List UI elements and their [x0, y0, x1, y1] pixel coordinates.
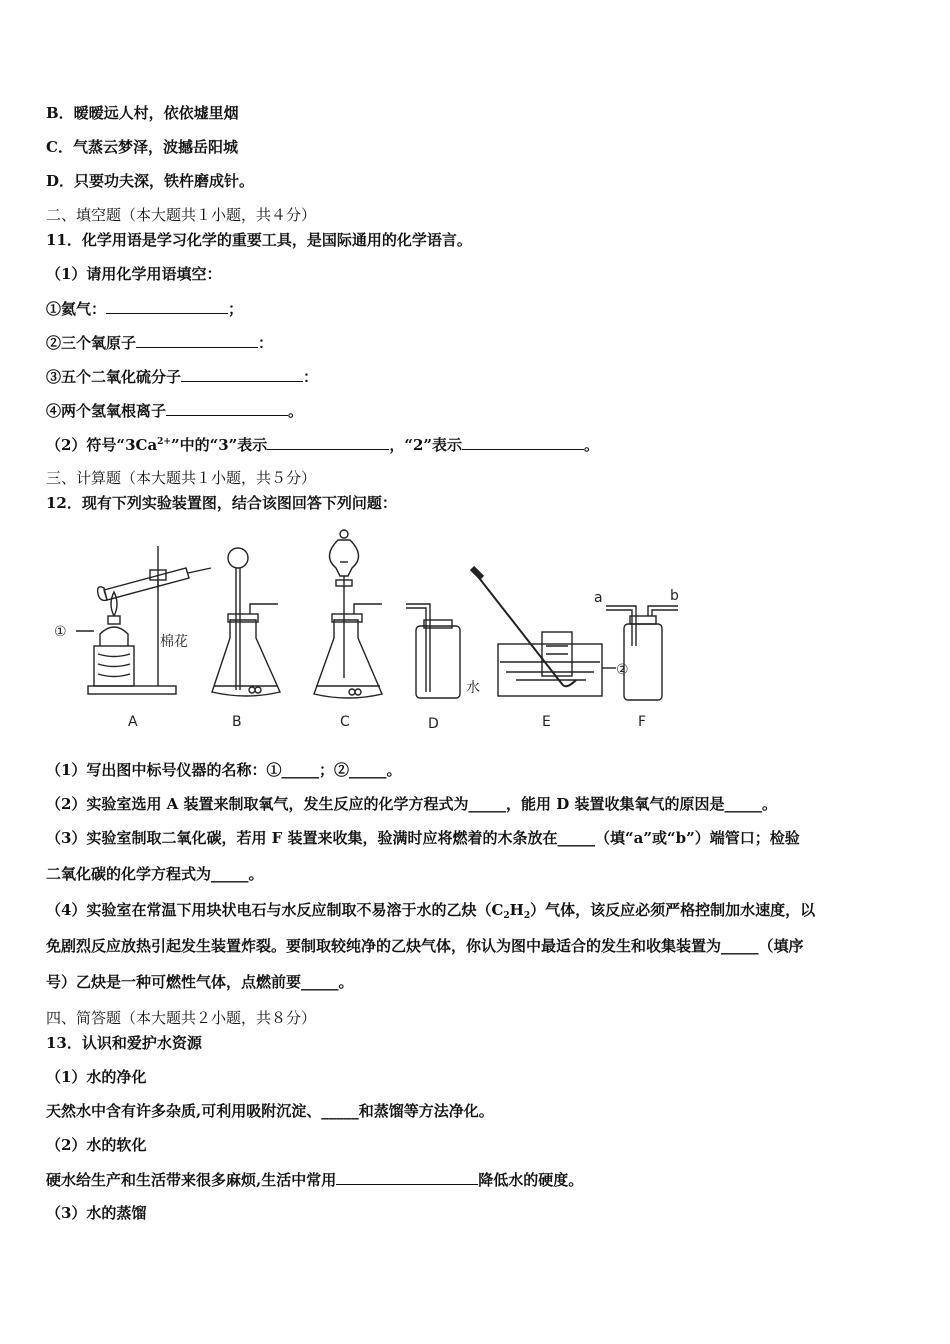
marker-1: ① — [54, 624, 67, 640]
q12-p3b: 二氧化碳的化学方程式为_____。 — [46, 865, 264, 883]
q11-item1-end: ； — [228, 300, 244, 318]
option-d: D．只要功夫深，铁杵磨成针。 — [46, 172, 255, 190]
q13-stem: 13．认识和爱护水资源 — [46, 1034, 202, 1052]
answer-blank[interactable] — [136, 332, 258, 348]
q12-stem: 12．现有下列实验装置图，结合该图回答下列问题： — [46, 494, 397, 512]
cotton-label: 棉花 — [160, 634, 188, 650]
q11-item2 — [46, 332, 273, 353]
q12-p4 — [46, 900, 815, 920]
q13-s2-text-a: 硬水给生产和生活带来很多麻烦,生活中常用 — [46, 1171, 337, 1189]
q11-item2-end: ： — [258, 334, 274, 352]
q12-p4d: 号）乙炔是一种可燃性气体，点燃前要_____。 — [46, 973, 354, 991]
q11-part2-a: （2）符号“3Ca — [46, 436, 158, 454]
q11-item2-text: ②三个氧原子 — [46, 334, 137, 352]
q12-p4-sub1: 2 — [503, 911, 510, 921]
q13-s2-text-b: 降低水的硬度。 — [478, 1171, 584, 1189]
q11-stem: 11．化学用语是学习化学的重要工具，是国际通用的化学语言。 — [46, 231, 472, 249]
section4-title: 四、简答题（本大题共２小题，共８分） — [46, 1009, 317, 1027]
answer-blank[interactable] — [166, 400, 288, 416]
q12-p3: （3）实验室制取二氧化碳，若用 F 装置来收集，验满时应将燃着的木条放在_____（填“a”或“b”）端管口；检验 — [46, 829, 800, 847]
answer-blank[interactable] — [267, 434, 389, 450]
q11-item4-end: 。 — [288, 402, 304, 420]
q13-s3: （3）水的蒸馏 — [46, 1204, 147, 1222]
port-a-label: a — [594, 590, 603, 606]
q11-item4 — [46, 400, 303, 421]
label-c: C — [340, 714, 350, 730]
q12-p4c: 免剧烈反应放热引起发生装置炸裂。要制取较纯净的乙炔气体，你认为图中最适合的发生和收集装置为_____（填序 — [46, 937, 804, 955]
label-e: E — [542, 714, 551, 730]
q12-p4-a: （4）实验室在常温下用块状电石与水反应制取不易溶于水的乙炔（C — [46, 901, 504, 919]
q13-s2: （2）水的软化 — [46, 1136, 147, 1154]
q11-part2-end: 。 — [584, 436, 600, 454]
apparatus-b — [212, 548, 280, 696]
label-b: B — [232, 714, 242, 730]
answer-blank[interactable] — [462, 434, 584, 450]
section3-title: 三、计算题（本大题共１小题，共５分） — [46, 469, 317, 487]
answer-blank[interactable] — [106, 298, 228, 314]
marker-2: ② — [616, 662, 629, 678]
q11-part2-sup: 2+ — [157, 437, 171, 447]
apparatus-e — [472, 568, 616, 696]
water-label: 水 — [466, 680, 480, 696]
label-d: D — [428, 716, 439, 732]
q12-p4-mid: H — [509, 901, 524, 919]
q11-item3-end: ： — [303, 368, 319, 386]
q11-item3 — [46, 366, 318, 387]
q11-item1-text: ①氦气： — [46, 300, 107, 318]
apparatus-d — [406, 604, 460, 698]
apparatus-figure — [46, 528, 696, 738]
label-a: A — [128, 714, 138, 730]
q11-part2-b: ”中的“3”表示 — [170, 436, 268, 454]
q11-part1: （1）请用化学用语填空： — [46, 265, 222, 283]
q11-part2 — [46, 434, 599, 455]
section2-title: 二、填空题（本大题共１小题，共４分） — [46, 206, 317, 224]
answer-blank[interactable] — [336, 1169, 478, 1185]
q12-p4-sub2: 2 — [523, 911, 531, 921]
q11-item1 — [46, 298, 243, 319]
q13-s1: （1）水的净化 — [46, 1068, 147, 1086]
option-b: B．暧暧远人村，依依墟里烟 — [46, 104, 239, 122]
answer-blank[interactable] — [181, 366, 303, 382]
q13-s2-text — [46, 1169, 583, 1190]
q12-p1: （1）写出图中标号仪器的名称：①_____；②_____。 — [46, 761, 402, 779]
q12-p2: （2）实验室选用 A 装置来制取氧气，发生反应的化学方程式为_____，能用 D 装置收集氧气的原因是_____。 — [46, 795, 777, 813]
apparatus-a — [56, 546, 211, 694]
apparatus-c — [314, 530, 382, 698]
q11-part2-c: ，“2”表示 — [389, 436, 463, 454]
port-b-label: b — [670, 588, 679, 604]
q13-s1-text: 天然水中含有许多杂质,可利用吸附沉淀、_____和蒸馏等方法净化。 — [46, 1102, 494, 1120]
label-f: F — [638, 714, 647, 730]
q11-item4-text: ④两个氢氧根离子 — [46, 402, 167, 420]
q11-item3-text: ③五个二氧化硫分子 — [46, 368, 182, 386]
apparatus-f — [606, 606, 678, 700]
option-c: C．气蒸云梦泽，波撼岳阳城 — [46, 138, 238, 156]
q12-p4-b: ）气体，该反应必须严格控制加水速度，以 — [530, 901, 816, 919]
